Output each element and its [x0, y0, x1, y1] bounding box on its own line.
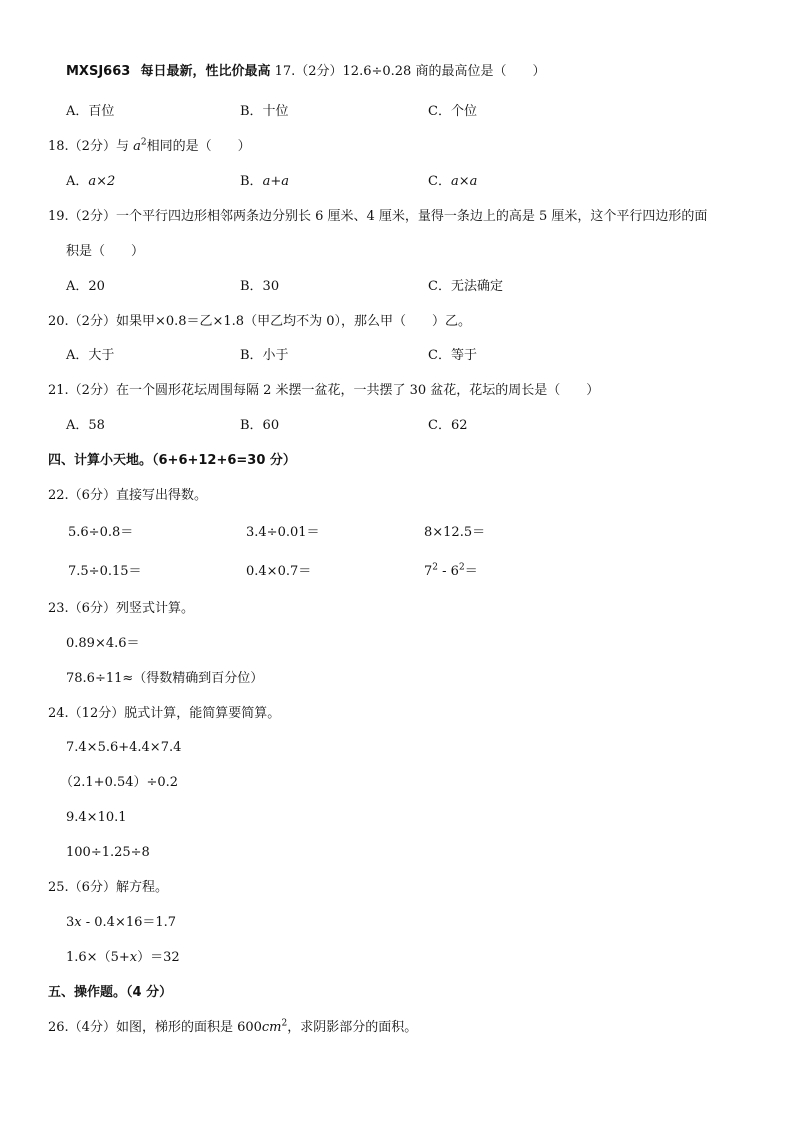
- q18-prefix: 18.（2分）与: [48, 139, 134, 154]
- q17-option-a: A．百位: [66, 104, 115, 119]
- eq-var: x: [74, 915, 82, 930]
- q19-line2: 积是（ ）: [66, 244, 145, 259]
- q19-line1: 19.（2分）一个平行四边形相邻两条边分别长 6 厘米、4 厘米，量得一条边上的高是 5 厘米，这个平行四边形的面: [48, 209, 708, 224]
- power-mid: - 6: [438, 564, 459, 579]
- q22-item: 3.4÷0.01＝: [246, 525, 320, 540]
- q20-option-a: A．大于: [66, 348, 115, 363]
- q19-option-a: A．20: [66, 279, 105, 294]
- q22-question: 22.（6分）直接写出得数。: [48, 488, 207, 503]
- section5-title: 五、操作题。（4 分）: [48, 985, 173, 1000]
- q24-item: 7.4×5.6+4.4×7.4: [66, 740, 182, 755]
- q25-question: 25.（6分）解方程。: [48, 880, 168, 895]
- q22-item: 5.6÷0.8＝: [68, 525, 134, 540]
- q23-question: 23.（6分）列竖式计算。: [48, 601, 194, 616]
- power-end: ＝: [464, 564, 478, 579]
- q25-equation-1: [66, 914, 176, 932]
- option-label: B．: [240, 174, 263, 189]
- header-code: MXSJ663: [66, 64, 131, 79]
- q19-option-b: B．30: [240, 279, 280, 294]
- option-expr: a+a: [262, 174, 289, 189]
- q25-equation-2: [66, 949, 180, 967]
- q26-suffix: ，求阴影部分的面积。: [287, 1020, 418, 1035]
- q26-unit: cm: [261, 1020, 282, 1035]
- q22-item: 8×12.5＝: [424, 525, 486, 540]
- q18-exp: 2: [140, 137, 147, 148]
- q19-option-c: C．无法确定: [428, 279, 503, 294]
- q21-option-b: B．60: [240, 418, 280, 433]
- eq-part: - 0.4×16＝1.7: [81, 915, 177, 930]
- q26-exp: 2: [281, 1018, 288, 1029]
- q18-option-a: [66, 173, 115, 191]
- q26-prefix: 26.（4分）如图，梯形的面积是 600: [48, 1020, 262, 1035]
- section4-title: 四、计算小天地。（6+6+12+6=30 分）: [48, 453, 296, 468]
- q21-question: 21.（2分）在一个圆形花坛周围每隔 2 米摆一盆花，一共摆了 30 盆花，花坛的周长是（ ）: [48, 383, 600, 398]
- q24-item: 9.4×10.1: [66, 810, 127, 825]
- power-exp: 2: [432, 562, 439, 573]
- power-base: 7: [424, 564, 433, 579]
- q24-item: 100÷1.25÷8: [66, 845, 150, 860]
- eq-part: 1.6×（5+: [66, 950, 130, 965]
- q23-item: 0.89×4.6＝: [66, 636, 140, 651]
- eq-var: x: [129, 950, 138, 965]
- header-slogan: 每日最新，性比价最高: [140, 64, 271, 79]
- q18-option-b: [240, 173, 289, 191]
- q17-option-b: B．十位: [240, 104, 289, 119]
- option-expr: a×2: [88, 174, 116, 189]
- q26-question: [48, 1019, 417, 1037]
- q18-suffix: 相同的是（ ）: [146, 139, 251, 154]
- q22-item: 0.4×0.7＝: [246, 564, 312, 579]
- q24-item: （2.1+0.54）÷0.2: [60, 775, 179, 790]
- q17-option-c: C．个位: [428, 104, 477, 119]
- option-label: C．: [428, 174, 451, 189]
- q22-item: 7.5÷0.15＝: [68, 564, 142, 579]
- q18-option-c: [428, 173, 477, 191]
- q17-text: 17.（2分）12.6÷0.28 商的最高位是（ ）: [274, 64, 546, 79]
- q18-question: [48, 138, 251, 156]
- q24-question: 24.（12分）脱式计算，能简算要简算。: [48, 706, 281, 721]
- option-label: A．: [66, 174, 89, 189]
- q20-question: 20.（2分）如果甲×0.8＝乙×1.8（甲乙均不为 0），那么甲（ ）乙。: [48, 314, 471, 329]
- q21-option-a: A．58: [66, 418, 105, 433]
- eq-part: 3: [66, 915, 75, 930]
- q18-var: a: [133, 139, 141, 154]
- option-expr: a×a: [450, 174, 478, 189]
- q17-line: [66, 63, 545, 81]
- q22-item-power: [424, 563, 478, 581]
- eq-part: ）＝32: [137, 950, 180, 965]
- q20-option-c: C．等于: [428, 348, 477, 363]
- q21-option-c: C．62: [428, 418, 468, 433]
- q23-item: 78.6÷11≈（得数精确到百分位）: [66, 671, 264, 686]
- power-exp: 2: [458, 562, 465, 573]
- q20-option-b: B．小于: [240, 348, 289, 363]
